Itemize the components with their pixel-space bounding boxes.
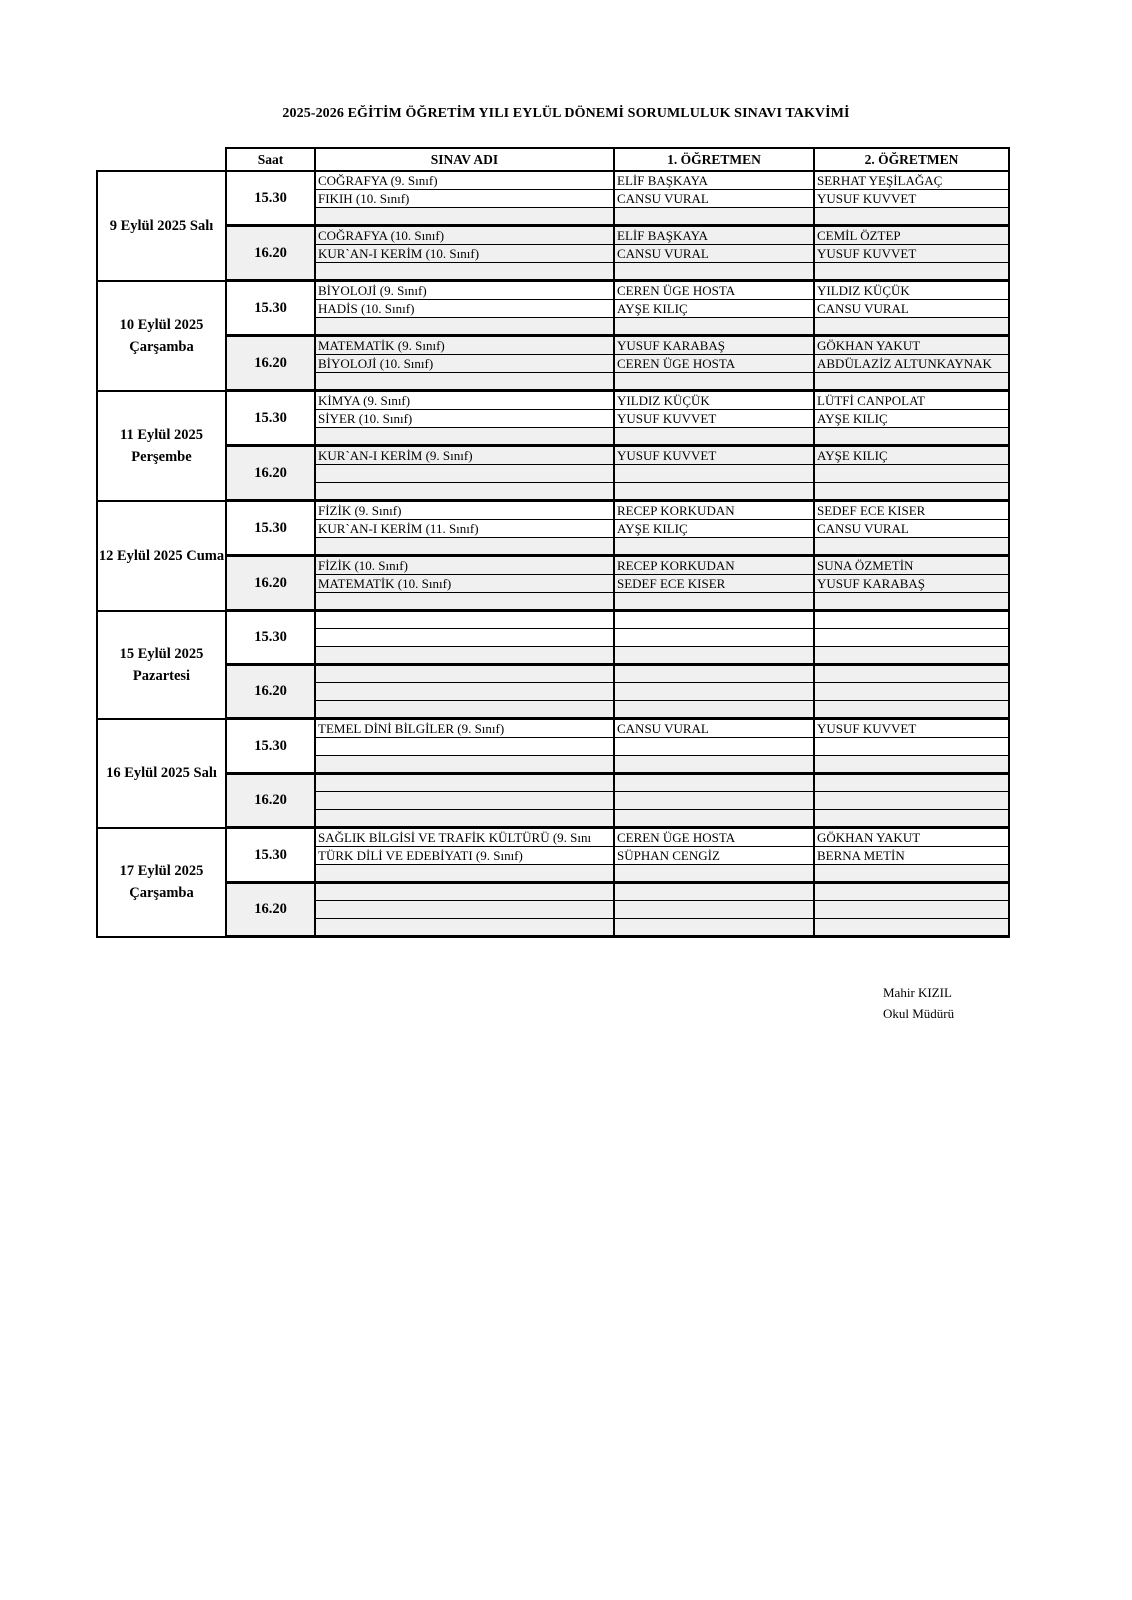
time-slot: 15.30 — [226, 611, 315, 665]
exam-name-cell — [315, 373, 614, 391]
teacher-1-cell — [614, 738, 814, 756]
time-slot: 15.30 — [226, 281, 315, 336]
exam-name-cell — [315, 665, 614, 683]
teacher-2-cell — [814, 465, 1009, 483]
table-row — [97, 226, 1009, 245]
table-row — [97, 665, 1009, 683]
table-row — [97, 446, 1009, 465]
teacher-1-cell — [614, 647, 814, 665]
schedule-body — [97, 171, 1009, 937]
exam-name-cell: MATEMATİK (10. Sınıf) — [315, 575, 614, 593]
teacher-2-cell: BERNA METİN — [814, 847, 1009, 865]
teacher-2-cell — [814, 318, 1009, 336]
exam-name-cell — [315, 701, 614, 719]
exam-name-cell: COĞRAFYA (10. Sınıf) — [315, 226, 614, 245]
exam-schedule-table — [96, 147, 1010, 938]
exam-name-cell — [315, 318, 614, 336]
teacher-1-cell — [614, 810, 814, 828]
teacher-1-cell — [614, 774, 814, 792]
teacher-2-cell — [814, 919, 1009, 937]
exam-name-cell — [315, 901, 614, 919]
teacher-1-cell: CANSU VURAL — [614, 190, 814, 208]
exam-name-cell: HADİS (10. Sınıf) — [315, 300, 614, 318]
teacher-2-cell: YUSUF KUVVET — [814, 719, 1009, 738]
table-row — [97, 501, 1009, 520]
teacher-1-cell — [614, 629, 814, 647]
teacher-2-cell — [814, 901, 1009, 919]
teacher-2-cell — [814, 756, 1009, 774]
teacher-2-cell: GÖKHAN YAKUT — [814, 828, 1009, 847]
teacher-1-cell — [614, 665, 814, 683]
teacher-1-cell — [614, 373, 814, 391]
teacher-1-cell: CEREN ÜGE HOSTA — [614, 281, 814, 300]
exam-name-cell: FİZİK (9. Sınıf) — [315, 501, 614, 520]
teacher-1-cell: AYŞE KILIÇ — [614, 300, 814, 318]
teacher-2-cell: GÖKHAN YAKUT — [814, 336, 1009, 355]
header-ogretmen-1: 1. ÖĞRETMEN — [614, 148, 814, 171]
exam-name-cell: KUR`AN-I KERİM (11. Sınıf) — [315, 520, 614, 538]
time-slot: 15.30 — [226, 171, 315, 226]
day-label: 15 Eylül 2025 Pazartesi — [97, 611, 226, 719]
teacher-2-cell: CEMİL ÖZTEP — [814, 226, 1009, 245]
teacher-1-cell — [614, 756, 814, 774]
teacher-1-cell: YUSUF KUVVET — [614, 410, 814, 428]
time-slot: 16.20 — [226, 226, 315, 281]
exam-name-cell — [315, 593, 614, 611]
exam-name-cell — [315, 263, 614, 281]
table-row — [97, 391, 1009, 410]
teacher-1-cell: RECEP KORKUDAN — [614, 501, 814, 520]
time-slot: 16.20 — [226, 774, 315, 828]
day-label: 11 Eylül 2025 Perşembe — [97, 391, 226, 501]
teacher-1-cell — [614, 318, 814, 336]
time-slot: 15.30 — [226, 501, 315, 556]
exam-name-cell: COĞRAFYA (9. Sınıf) — [315, 171, 614, 190]
teacher-2-cell — [814, 428, 1009, 446]
teacher-1-cell: CANSU VURAL — [614, 245, 814, 263]
exam-name-cell: KİMYA (9. Sınıf) — [315, 391, 614, 410]
exam-name-cell: BİYOLOJİ (9. Sınıf) — [315, 281, 614, 300]
teacher-2-cell — [814, 263, 1009, 281]
header-ogretmen-2: 2. ÖĞRETMEN — [814, 148, 1009, 171]
teacher-2-cell: CANSU VURAL — [814, 520, 1009, 538]
exam-name-cell: FIKIH (10. Sınıf) — [315, 190, 614, 208]
teacher-1-cell: SEDEF ECE KISER — [614, 575, 814, 593]
exam-name-cell — [315, 428, 614, 446]
table-row — [97, 556, 1009, 575]
exam-name-cell: KUR`AN-I KERİM (10. Sınıf) — [315, 245, 614, 263]
exam-name-cell — [315, 883, 614, 901]
teacher-2-cell — [814, 629, 1009, 647]
teacher-2-cell — [814, 593, 1009, 611]
teacher-2-cell: YUSUF KUVVET — [814, 245, 1009, 263]
teacher-1-cell: YILDIZ KÜÇÜK — [614, 391, 814, 410]
exam-name-cell — [315, 792, 614, 810]
day-label: 10 Eylül 2025 Çarşamba — [97, 281, 226, 391]
teacher-1-cell — [614, 538, 814, 556]
exam-name-cell: KUR`AN-I KERİM (9. Sınıf) — [315, 446, 614, 465]
day-label: 9 Eylül 2025 Salı — [97, 171, 226, 281]
exam-name-cell — [315, 683, 614, 701]
teacher-2-cell: AYŞE KILIÇ — [814, 446, 1009, 465]
exam-name-cell: TÜRK DİLİ VE EDEBİYATI (9. Sınıf) — [315, 847, 614, 865]
teacher-1-cell — [614, 263, 814, 281]
teacher-1-cell: CEREN ÜGE HOSTA — [614, 828, 814, 847]
header-sinav-adi: SINAV ADI — [315, 148, 614, 171]
time-slot: 16.20 — [226, 336, 315, 391]
teacher-2-cell: LÜTFİ CANPOLAT — [814, 391, 1009, 410]
teacher-1-cell: SÜPHAN CENGİZ — [614, 847, 814, 865]
teacher-2-cell — [814, 701, 1009, 719]
exam-name-cell — [315, 208, 614, 226]
teacher-1-cell — [614, 701, 814, 719]
table-row — [97, 883, 1009, 901]
teacher-2-cell — [814, 792, 1009, 810]
exam-name-cell — [315, 738, 614, 756]
table-row — [97, 719, 1009, 738]
teacher-2-cell: YILDIZ KÜÇÜK — [814, 281, 1009, 300]
teacher-2-cell: SERHAT YEŞİLAĞAÇ — [814, 171, 1009, 190]
day-label: 12 Eylül 2025 Cuma — [97, 501, 226, 611]
table-row — [97, 281, 1009, 300]
teacher-1-cell: CANSU VURAL — [614, 719, 814, 738]
exam-name-cell — [315, 538, 614, 556]
teacher-1-cell — [614, 428, 814, 446]
teacher-2-cell — [814, 611, 1009, 629]
exam-name-cell: BİYOLOJİ (10. Sınıf) — [315, 355, 614, 373]
exam-name-cell — [315, 483, 614, 501]
exam-name-cell — [315, 919, 614, 937]
table-row — [97, 828, 1009, 847]
signature-role: Okul Müdürü — [883, 1006, 955, 1021]
teacher-1-cell: YUSUF KARABAŞ — [614, 336, 814, 355]
teacher-1-cell — [614, 792, 814, 810]
teacher-1-cell: YUSUF KUVVET — [614, 446, 814, 465]
signature-name: Mahir KIZIL — [883, 985, 952, 1000]
header-row — [97, 148, 1009, 171]
teacher-1-cell: CEREN ÜGE HOSTA — [614, 355, 814, 373]
teacher-2-cell: SEDEF ECE KISER — [814, 501, 1009, 520]
exam-name-cell — [315, 647, 614, 665]
exam-name-cell: SAĞLIK BİLGİSİ VE TRAFİK KÜLTÜRÜ (9. Sını — [315, 828, 614, 847]
teacher-1-cell — [614, 865, 814, 883]
teacher-1-cell — [614, 593, 814, 611]
teacher-1-cell — [614, 483, 814, 501]
time-slot: 15.30 — [226, 719, 315, 774]
teacher-2-cell: SUNA ÖZMETİN — [814, 556, 1009, 575]
teacher-1-cell — [614, 465, 814, 483]
teacher-2-cell — [814, 865, 1009, 883]
day-label: 16 Eylül 2025 Salı — [97, 719, 226, 828]
exam-name-cell: FİZİK (10. Sınıf) — [315, 556, 614, 575]
teacher-2-cell — [814, 208, 1009, 226]
exam-name-cell — [315, 629, 614, 647]
table-row — [97, 336, 1009, 355]
exam-name-cell — [315, 774, 614, 792]
time-slot: 16.20 — [226, 446, 315, 501]
exam-name-cell: MATEMATİK (9. Sınıf) — [315, 336, 614, 355]
teacher-2-cell: YUSUF KARABAŞ — [814, 575, 1009, 593]
teacher-1-cell — [614, 683, 814, 701]
time-slot: 16.20 — [226, 883, 315, 937]
teacher-2-cell — [814, 538, 1009, 556]
teacher-2-cell — [814, 738, 1009, 756]
teacher-1-cell — [614, 919, 814, 937]
header-empty-cell — [97, 148, 226, 171]
table-row — [97, 774, 1009, 792]
table-row — [97, 611, 1009, 629]
time-slot: 15.30 — [226, 391, 315, 446]
teacher-1-cell — [614, 208, 814, 226]
teacher-2-cell: AYŞE KILIÇ — [814, 410, 1009, 428]
teacher-1-cell: RECEP KORKUDAN — [614, 556, 814, 575]
teacher-1-cell — [614, 611, 814, 629]
document-title: 2025-2026 EĞİTİM ÖĞRETİM YILI EYLÜL DÖNEMİ SORUMLULUK SINAVI TAKVİMİ — [282, 106, 850, 121]
teacher-2-cell: CANSU VURAL — [814, 300, 1009, 318]
time-slot: 16.20 — [226, 556, 315, 611]
exam-name-cell: TEMEL DİNİ BİLGİLER (9. Sınıf) — [315, 719, 614, 738]
teacher-2-cell — [814, 483, 1009, 501]
teacher-1-cell — [614, 883, 814, 901]
teacher-2-cell — [814, 683, 1009, 701]
teacher-2-cell — [814, 665, 1009, 683]
teacher-2-cell — [814, 647, 1009, 665]
teacher-2-cell: ABDÜLAZİZ ALTUNKAYNAK — [814, 355, 1009, 373]
table-row — [97, 171, 1009, 190]
exam-name-cell — [315, 756, 614, 774]
teacher-1-cell: ELİF BAŞKAYA — [614, 226, 814, 245]
teacher-1-cell: ELİF BAŞKAYA — [614, 171, 814, 190]
time-slot: 16.20 — [226, 665, 315, 719]
header-saat: Saat — [226, 148, 315, 171]
exam-name-cell — [315, 810, 614, 828]
teacher-2-cell — [814, 810, 1009, 828]
teacher-2-cell — [814, 883, 1009, 901]
exam-name-cell — [315, 611, 614, 629]
teacher-1-cell: AYŞE KILIÇ — [614, 520, 814, 538]
teacher-2-cell — [814, 774, 1009, 792]
exam-name-cell — [315, 465, 614, 483]
exam-name-cell — [315, 865, 614, 883]
teacher-2-cell — [814, 373, 1009, 391]
teacher-1-cell — [614, 901, 814, 919]
time-slot: 15.30 — [226, 828, 315, 883]
exam-name-cell: SİYER (10. Sınıf) — [315, 410, 614, 428]
day-label: 17 Eylül 2025 Çarşamba — [97, 828, 226, 937]
teacher-2-cell: YUSUF KUVVET — [814, 190, 1009, 208]
